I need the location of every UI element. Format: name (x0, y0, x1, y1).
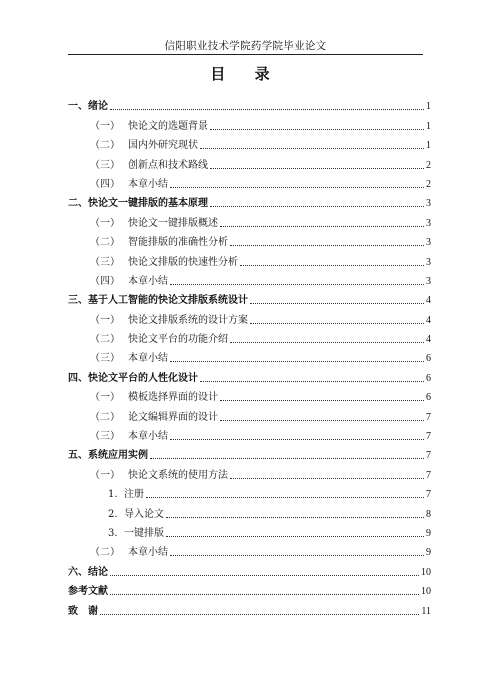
dot-leader (200, 381, 424, 382)
dot-leader (220, 400, 424, 401)
toc-entry[interactable] (68, 501, 431, 520)
toc-entry[interactable] (68, 133, 431, 152)
dot-leader (170, 555, 424, 556)
toc-page-number: 7 (426, 489, 431, 501)
toc-page-number: 2 (426, 178, 431, 190)
toc-entry[interactable] (68, 559, 431, 578)
dot-leader (170, 284, 424, 285)
dot-leader (166, 517, 424, 518)
toc-entry-text: 本章小结 (128, 547, 168, 559)
toc-entry-text: 注册 (124, 489, 144, 501)
toc-entry-label (108, 489, 144, 501)
toc-entry-label (90, 160, 208, 172)
toc-page-number: 4 (426, 295, 431, 307)
dot-leader (220, 420, 424, 421)
toc-page-number: 1 (426, 120, 431, 132)
toc-entry-text: 一、绪论 (68, 101, 108, 113)
toc-entry-label (68, 606, 98, 618)
toc-page-number: 1 (426, 101, 431, 113)
toc-entry-number: 3. (108, 527, 118, 539)
toc-entry[interactable] (68, 443, 431, 462)
toc-entry[interactable] (68, 152, 431, 171)
toc-entry-label (90, 179, 168, 191)
toc-entry-number: （三） (90, 431, 120, 443)
toc-entry-text: 模板选择界面的设计 (128, 392, 218, 404)
dot-leader (170, 187, 424, 188)
toc-entry-text: 本章小结 (128, 431, 168, 443)
toc-entry-text: 六、结论 (68, 566, 108, 578)
dot-leader (166, 536, 424, 537)
toc-entry[interactable] (68, 482, 431, 501)
toc-entry-number: （三） (90, 159, 120, 171)
toc-entry-label (90, 237, 228, 249)
toc-entry-label (108, 509, 164, 521)
toc-entry[interactable] (68, 385, 431, 404)
table-of-contents (68, 94, 431, 618)
dot-leader (170, 439, 424, 440)
toc-entry-number: （三） (90, 353, 120, 365)
toc-entry-text: 本章小结 (128, 353, 168, 365)
toc-entry[interactable] (68, 462, 431, 481)
toc-entry-label (90, 218, 218, 230)
toc-page-number: 10 (421, 586, 431, 598)
toc-page-number: 6 (426, 353, 431, 365)
toc-page-number: 8 (426, 508, 431, 520)
toc-page-number: 7 (426, 411, 431, 423)
toc-entry-number: （二） (90, 547, 120, 559)
toc-entry-number: （四） (90, 178, 120, 190)
dot-leader (230, 245, 424, 246)
dot-leader (230, 342, 424, 343)
toc-entry-text: 导入论文 (124, 508, 164, 520)
dot-leader (210, 129, 424, 130)
toc-entry[interactable] (68, 210, 431, 229)
toc-page-number: 4 (426, 334, 431, 346)
toc-entry-text: 智能排版的准确性分析 (128, 237, 228, 249)
dot-leader (250, 303, 424, 304)
toc-entry-text: 论文编辑界面的设计 (128, 411, 218, 423)
toc-entry-number: （二） (90, 411, 120, 423)
toc-entry-number: （一） (90, 120, 120, 132)
dot-leader (210, 168, 424, 169)
toc-entry-label (90, 121, 208, 133)
toc-page-number: 10 (421, 566, 431, 578)
toc-entry[interactable] (68, 113, 431, 132)
dot-leader (210, 206, 424, 207)
toc-entry-text: 三、基于人工智能的快论文排版系统设计 (68, 295, 248, 307)
toc-entry[interactable] (68, 327, 431, 346)
toc-page-number: 11 (421, 605, 431, 617)
toc-entry-label (90, 392, 218, 404)
toc-entry-number: （一） (90, 392, 120, 404)
toc-entry-number: （二） (90, 237, 120, 249)
toc-entry[interactable] (68, 230, 431, 249)
toc-entry-label (90, 315, 248, 327)
toc-entry[interactable] (68, 269, 431, 288)
toc-entry-number: （一） (90, 469, 120, 481)
toc-entry-text: 五、系统应用实例 (68, 450, 148, 462)
dot-leader (146, 497, 424, 498)
toc-entry-text: 快论文一键排版概述 (128, 217, 218, 229)
page-header: 信阳职业技术学院药学院毕业论文 (164, 40, 327, 52)
dot-leader (170, 361, 424, 362)
toc-entry-label (68, 198, 208, 210)
toc-page-number: 9 (426, 547, 431, 559)
toc-entry-label (68, 450, 148, 462)
toc-page-number: 3 (426, 256, 431, 268)
toc-title: 目 录 (210, 65, 282, 83)
dot-leader (100, 614, 419, 615)
dot-leader (110, 109, 424, 110)
toc-entry-label (90, 140, 198, 152)
toc-entry-label (68, 295, 248, 307)
toc-page-number: 3 (426, 217, 431, 229)
toc-page-number: 3 (426, 275, 431, 287)
toc-entry-number: （二） (90, 140, 120, 152)
toc-page-number: 1 (426, 140, 431, 152)
toc-entry-label (108, 528, 164, 540)
toc-entry[interactable] (68, 598, 431, 617)
toc-entry-label (68, 101, 108, 113)
toc-entry-number: （四） (90, 275, 120, 287)
toc-page-number: 3 (426, 237, 431, 249)
toc-page-number: 6 (426, 372, 431, 384)
toc-entry-label (90, 412, 218, 424)
toc-page-number: 6 (426, 392, 431, 404)
toc-entry[interactable] (68, 346, 431, 365)
toc-entry[interactable] (68, 424, 431, 443)
toc-entry-label (90, 470, 228, 482)
toc-entry[interactable] (68, 94, 431, 113)
toc-entry-number: （二） (90, 334, 120, 346)
toc-entry-text: 致 谢 (68, 605, 98, 617)
toc-entry-label (90, 353, 168, 365)
toc-entry[interactable] (68, 191, 431, 210)
toc-page-number: 7 (426, 431, 431, 443)
toc-entry[interactable] (68, 249, 431, 268)
toc-page-number: 9 (426, 527, 431, 539)
toc-entry-label (90, 431, 168, 443)
toc-entry-text: 快论文平台的功能介绍 (128, 334, 228, 346)
toc-entry-text: 国内外研究现状 (128, 140, 198, 152)
toc-entry[interactable] (68, 172, 431, 191)
toc-entry-label (68, 567, 108, 579)
toc-entry-text: 快论文排版系统的设计方案 (128, 314, 248, 326)
toc-entry-number: （一） (90, 217, 120, 229)
toc-page-number: 7 (426, 469, 431, 481)
toc-entry-text: 快论文排版的快速性分析 (128, 256, 238, 268)
toc-entry-label (68, 586, 108, 598)
toc-entry-number: 2. (108, 508, 118, 520)
dot-leader (150, 458, 424, 459)
toc-entry-number: （三） (90, 256, 120, 268)
toc-entry-number: （一） (90, 314, 120, 326)
toc-page-number: 3 (426, 198, 431, 210)
toc-entry-text: 一键排版 (124, 527, 164, 539)
dot-leader (220, 226, 424, 227)
dot-leader (200, 148, 424, 149)
toc-entry[interactable] (68, 365, 431, 384)
toc-entry[interactable] (68, 579, 431, 598)
dot-leader (240, 265, 424, 266)
toc-entry-text: 四、快论文平台的人性化设计 (68, 372, 198, 384)
toc-entry-text: 本章小结 (128, 178, 168, 190)
toc-entry[interactable] (68, 307, 431, 326)
toc-entry-text: 参考文献 (68, 586, 108, 598)
toc-entry-text: 本章小结 (128, 275, 168, 287)
toc-entry-label (90, 257, 238, 269)
dot-leader (250, 323, 424, 324)
dot-leader (110, 594, 419, 595)
header-rule (68, 54, 423, 55)
toc-entry-text: 快论文的选题背景 (128, 120, 208, 132)
toc-entry-text: 快论文系统的使用方法 (128, 469, 228, 481)
toc-entry-text: 二、快论文一键排版的基本原理 (68, 198, 208, 210)
toc-entry[interactable] (68, 404, 431, 423)
toc-entry-number: 1. (108, 489, 118, 501)
toc-entry[interactable] (68, 288, 431, 307)
toc-entry[interactable] (68, 540, 431, 559)
toc-entry-label (68, 373, 198, 385)
toc-entry-label (90, 547, 168, 559)
toc-page-number: 7 (426, 450, 431, 462)
toc-page-number: 4 (426, 314, 431, 326)
toc-entry-label (90, 334, 228, 346)
dot-leader (230, 478, 424, 479)
toc-entry[interactable] (68, 521, 431, 540)
toc-page-number: 2 (426, 159, 431, 171)
toc-entry-text: 创新点和技术路线 (128, 159, 208, 171)
dot-leader (110, 575, 419, 576)
toc-entry-label (90, 276, 168, 288)
